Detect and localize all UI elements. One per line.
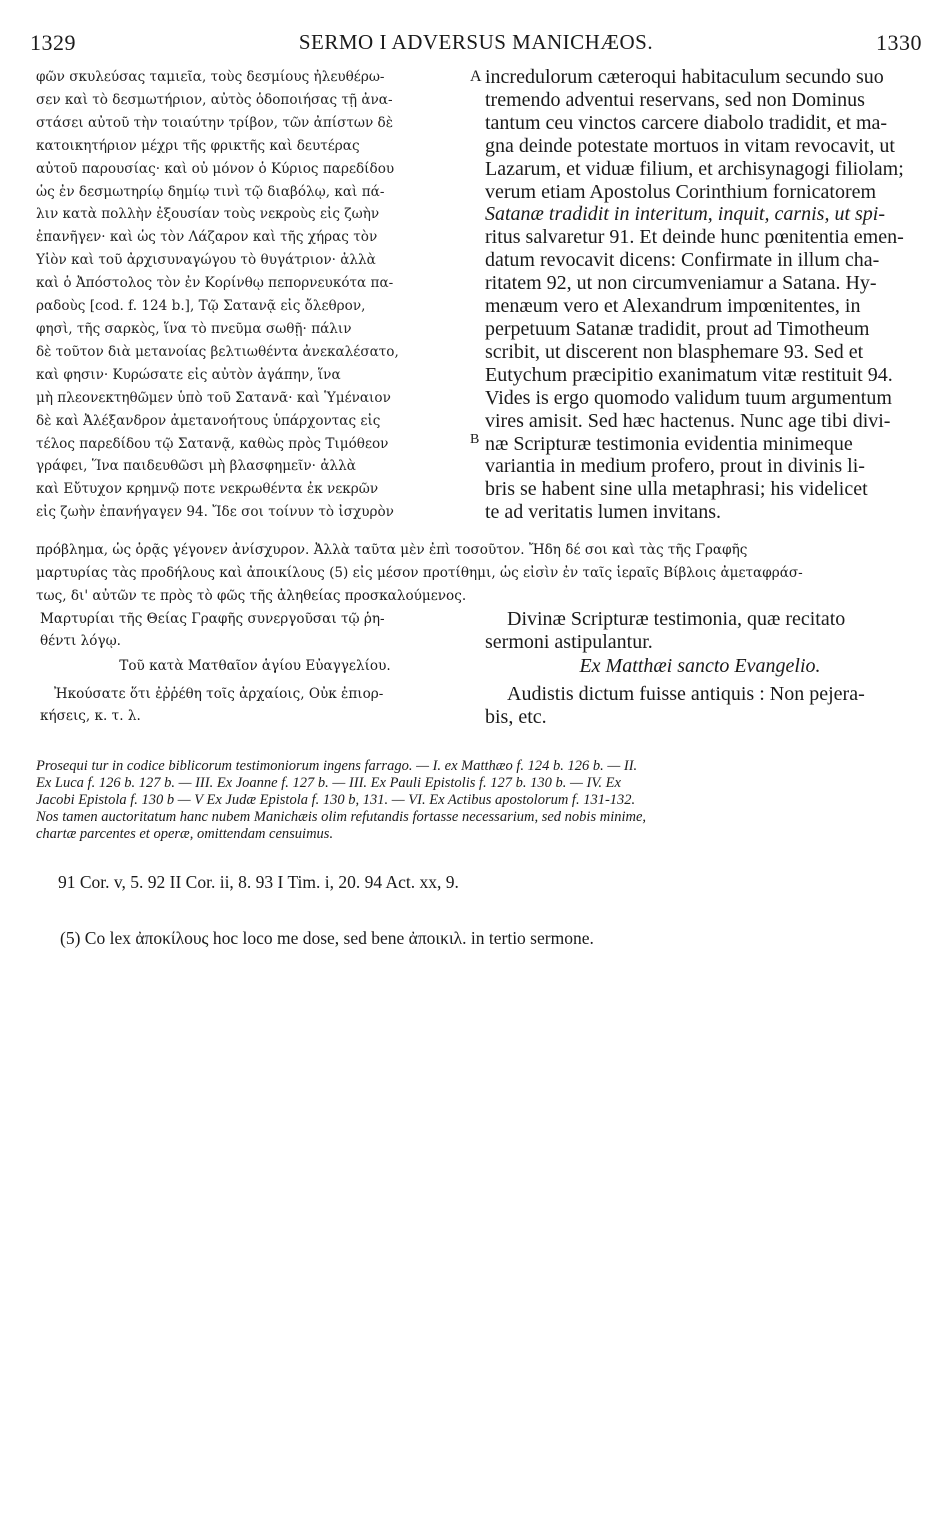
greek-line: αὐτοῦ παρουσίας· καὶ οὐ μόνον ὁ Κύριος παρεδίδου (36, 160, 395, 177)
latin-line: Satanæ tradidit in interitum, inquit, carnis, ut spi- (485, 203, 886, 226)
greek-line: ὡς ἐν δεσμωτηρίῳ δημίῳ τινὶ τῷ διαβόλῳ, καὶ πά- (36, 183, 385, 200)
editor-note-line: Nos tamen auctoritatum hanc nubem Manichæis olim refutandis fortasse necessarium, sed nobis minime, (36, 809, 647, 825)
latin-line: tremendo adventui reservans, sed non Dominus (485, 88, 865, 111)
latin-column (485, 66, 915, 524)
greek-line: τέλος παρεδίδου τῷ Σατανᾷ, καθὼς πρὸς Τιμόθεον (36, 435, 389, 452)
editor-note-line: Ex Luca f. 126 b. 127 b. — III. Ex Joanne f. 127 b. — III. Ex Pauli Epistolis f. 127 b. 130 b. — IV. Ex (36, 775, 621, 791)
scripture-references: 91 Cor. v, 5. 92 II Cor. ii, 8. 93 I Tim. i, 20. 94 Act. xx, 9. (58, 872, 459, 892)
greek-line: δὲ τοῦτον διὰ μετανοίας βελτιωθέντα ἀνεκαλέσατο, (36, 343, 399, 360)
editor-note-line: chartæ parcentes et operæ, omittendam censuimus. (36, 826, 334, 842)
latin-line: Vides is ergo quomodo validum tuum argumentum (485, 386, 892, 409)
greek-line: ραδοὺς [cod. f. 124 b.], Τῷ Σατανᾷ εἰς ὄλεθρον, (36, 298, 366, 315)
greek-line: καὶ φησιν· Κυρώσατε εἰς αὐτὸν ἀγάπην, ἵνα (36, 366, 341, 383)
page-number-right: 1330 (876, 30, 922, 55)
greek-full-line: μαρτυρίας τὰς προδήλους καὶ ἀποικίλους (5) εἰς μέσον προτίθημι, ὡς εἰσὶν ἐν ταῖς ἱεραῖς Βίβλοις ἀμεταφράσ- (36, 565, 803, 581)
running-title: SERMO I ADVERSUS MANICHÆOS. (298, 30, 654, 54)
greek-line: στάσει αὐτοῦ τὴν τοιαύτην τρίβον, τῶν ἀπίστων δὲ (36, 114, 394, 131)
greek-line: μὴ πλεονεκτηθῶμεν ὑπὸ τοῦ Σατανᾶ· καὶ Ὑμέναιον (36, 389, 391, 406)
latin-line: datum revocavit dicens: Confirmate in illum cha- (485, 249, 880, 272)
greek-line: γράφει, Ἵνα παιδευθῶσι μὴ βλασφημεῖν· ἀλλὰ (36, 458, 356, 475)
latin-line: bris se habent sine ulla metaphrasi; his videlicet (485, 478, 868, 501)
greek-full-line: τως, δι' αὐτῶν τε πρὸς τὸ φῶς τῆς ἀληθείας προσκαλούμενος. (36, 588, 467, 604)
quote-latin-line: Audistis dictum fuisse antiquis : Non pejera- (507, 683, 865, 705)
greek-line: ἐπανῆγεν· καὶ ὡς τὸν Λάζαρον καὶ τῆς χήρας τὸν (36, 229, 378, 246)
testimonia-greek (40, 608, 470, 652)
quote-greek-line: κήσεις, κ. τ. λ. (40, 708, 141, 724)
latin-line: variantia in medium profero, prout in divinis li- (485, 455, 865, 478)
editor-note-line: Jacobi Epistola f. 130 b — V Ex Judæ Epistola f. 130 b, 131. — VI. Ex Actibus apostolorum f. 131-132. (36, 792, 636, 808)
testimonia-greek-line: θέντι λόγῳ. (40, 633, 121, 649)
latin-line: gna deinde potestate mortuos in vitam revocavit, ut (485, 134, 895, 157)
greek-line: φησὶ, τῆς σαρκὸς, ἵνα τὸ πνεῦμα σωθῇ· πάλιν (36, 320, 352, 337)
greek-line: Υἱὸν καὶ τοῦ ἀρχισυναγώγου τὸ θυγάτριον· ἀλλὰ (36, 252, 376, 269)
latin-line: ritatem 92, ut non circumveniamur a Satana. Hy- (485, 272, 877, 295)
greek-column (36, 66, 491, 524)
latin-line: verum etiam Apostolus Corinthium fornicatorem (485, 180, 877, 203)
quote-latin-line: bis, etc. (485, 705, 547, 728)
latin-line: næ Scripturæ testimonia evidentia minimeque (485, 432, 853, 455)
latin-line: vires amisit. Sed hæc hactenus. Nunc age tibi divi- (485, 409, 891, 432)
greek-line: κατοικητήριον μέχρι τῆς φρικτῆς καὶ δευτέρας (36, 137, 360, 154)
latin-line: perpetuum Satanæ tradidit, prout ad Timotheum (485, 317, 870, 340)
testimonia-latin-line: Divinæ Scripturæ testimonia, quæ recitato (507, 608, 846, 630)
matthew-greek: Τοῦ κατὰ Ματθαῖον ἁγίου Εὐαγγελίου. (119, 658, 391, 674)
testimonia-latin (485, 608, 915, 653)
margin-letter-b: B (470, 432, 480, 447)
latin-line: tantum ceu vinctos carcere diabolo tradidit, et ma- (485, 111, 888, 134)
testimonia-greek-line: Μαρτυρίαι τῆς Θείας Γραφῆς συνεργοῦσαι τῷ ῥη- (40, 611, 385, 627)
quote-greek-line: Ἠκούσατε ὅτι ἐῤῥέθη τοῖς ἀρχαίοις, Οὐκ ἐπιορ- (54, 686, 384, 702)
editor-note (36, 758, 916, 843)
margin-letter-a: A (470, 68, 482, 85)
page-number-left: 1329 (30, 30, 76, 55)
latin-line: te ad veritatis lumen invitans. (485, 501, 722, 524)
footnote-5: (5) Co lex ἀποκίλους hoc loco me dose, sed bene ἀποικιλ. in tertio sermone. (60, 928, 594, 948)
greek-line: καὶ ὁ Ἀπόστολος τὸν ἐν Κορίνθῳ πεπορνευκότα πα- (36, 275, 394, 292)
greek-line: εἰς ζωὴν ἐπανήγαγεν 94. Ἴδε σοι τοίνυν τὸ ἰσχυρὸν (36, 504, 394, 521)
greek-line: σεν καὶ τὸ δεσμωτήριον, αὐτὸς ὁδοποιήσας τῇ ἀνα- (36, 91, 393, 108)
greek-line: δὲ καὶ Ἀλέξανδρον ἀμετανοήτους ὑπάρχοντας εἰς (36, 412, 381, 429)
greek-line: καὶ Εὔτυχον κρημνῷ ποτε νεκρωθέντα ἐκ νεκρῶν (36, 481, 379, 498)
latin-line: scribit, ut discerent non blasphemare 93. Sed et (485, 340, 864, 363)
latin-line: ritus salvaretur 91. Et deinde hunc pœnitentia emen- (485, 226, 904, 249)
quote-greek (40, 683, 470, 727)
matthew-latin: Ex Matthæi sancto Evangelio. (579, 655, 821, 677)
greek-full-line: πρόβλημα, ὡς ὁρᾷς γέγονεν ἀνίσχυρον. Ἀλλὰ ταῦτα μὲν ἐπὶ τοσοῦτον. Ἤδη δέ σοι καὶ τὰς τῆς Γραφῆς (36, 542, 748, 558)
greek-line: φῶν σκυλεύσας ταμιεῖα, τοὺς δεσμίους ἠλευθέρω- (36, 69, 385, 85)
latin-line: Lazarum, et viduæ filium, et archisynagogi filiolam; (485, 157, 904, 180)
testimonia-latin-line: sermoni astipulantur. (485, 630, 653, 653)
greek-line: λιν κατὰ πολλὴν ἐξουσίαν τοὺς νεκροὺς εἰς ζωὴν (36, 206, 380, 223)
editor-note-line: Prosequi tur in codice biblicorum testimoniorum ingens farrago. — I. ex Matthæo f. 124 b. 126 b. — II. (36, 758, 638, 774)
running-header (30, 30, 922, 64)
latin-line: incredulorum cæteroqui habitaculum secundo suo (485, 66, 884, 88)
latin-line: Eutychum præcipitio exanimatum vitæ restituit 94. (485, 363, 893, 386)
latin-line: menæum vero et Alexandrum impœnitentes, in (485, 295, 861, 318)
quote-latin (485, 683, 915, 728)
